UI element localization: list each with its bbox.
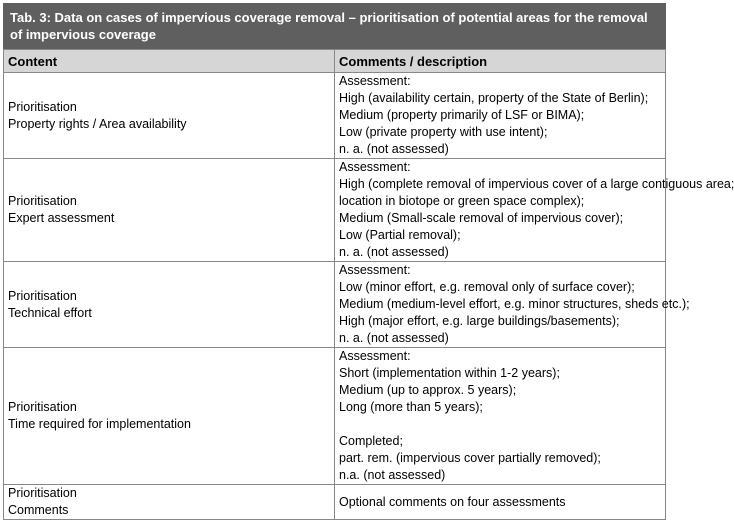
- description-cell: [335, 73, 666, 159]
- description-line: Assessment:: [339, 74, 411, 88]
- description-line: Assessment:: [339, 160, 411, 174]
- content-line: Property rights / Area availability: [8, 116, 187, 131]
- table-row: [4, 262, 666, 348]
- table-row: [4, 485, 666, 520]
- content-cell: [4, 348, 335, 485]
- content-line: Technical effort: [8, 305, 92, 320]
- description-cell: [335, 159, 734, 262]
- content-cell: [4, 485, 335, 520]
- description-line: Medium (up to approx. 5 years);: [339, 383, 517, 397]
- content-line: Time required for implementation: [8, 417, 191, 431]
- data-table: [3, 49, 734, 520]
- content-line: Prioritisation: [8, 486, 77, 500]
- content-cell: [4, 73, 335, 159]
- description-line: location in biotope or green space complex);: [339, 194, 585, 208]
- description-line: Short (implementation within 1-2 years);: [339, 366, 560, 380]
- content-line: Expert assessment: [8, 211, 115, 225]
- description-line: Low (minor effort, e.g. removal only of surface cover);: [339, 280, 635, 294]
- table-row: [4, 348, 666, 485]
- description-line: part. rem. (impervious cover partially removed);: [339, 451, 601, 465]
- table-title: Tab. 3: Data on cases of impervious coverage removal – prioritisation of potential areas for the removal of impervious coverage: [3, 3, 666, 49]
- content-line: Prioritisation: [8, 400, 77, 414]
- description-line: High (availability certain, property of the State of Berlin);: [339, 91, 649, 105]
- content-line: Prioritisation: [8, 99, 77, 114]
- description-cell: [335, 485, 666, 520]
- content-cell: [4, 262, 335, 348]
- blank-line: [339, 416, 661, 433]
- description-line: Long (more than 5 years);: [339, 400, 483, 414]
- header-description: Comments / description: [335, 50, 666, 73]
- description-line: n.a. (not assessed): [339, 468, 446, 482]
- description-line: Low (private property with use intent);: [339, 125, 548, 139]
- description-cell: [335, 348, 666, 485]
- table-row: [4, 159, 666, 262]
- description-line: Assessment:: [339, 349, 411, 363]
- description-line: High (major effort, e.g. large buildings/basements);: [339, 314, 620, 328]
- description-line: n. a. (not assessed): [339, 142, 449, 156]
- data-table-container: [3, 3, 734, 520]
- description-line: Assessment:: [339, 263, 411, 277]
- description-line: n. a. (not assessed): [339, 331, 449, 345]
- description-line: Optional comments on four assessments: [339, 494, 566, 509]
- description-line: Medium (medium-level effort, e.g. minor structures, sheds etc.);: [339, 297, 690, 311]
- content-line: Prioritisation: [8, 288, 77, 303]
- content-line: Comments: [8, 503, 69, 517]
- description-line: Completed;: [339, 434, 403, 448]
- description-cell: [335, 262, 690, 348]
- header-row: [4, 50, 666, 73]
- content-cell: [4, 159, 335, 262]
- content-line: Prioritisation: [8, 194, 77, 208]
- description-line: Medium (property primarily of LSF or BIMA);: [339, 108, 585, 122]
- description-line: n. a. (not assessed): [339, 245, 449, 259]
- description-line: Medium (Small-scale removal of impervious cover);: [339, 211, 624, 225]
- description-line: High (complete removal of impervious cover of a large contiguous area;: [339, 177, 734, 191]
- table-row: [4, 73, 666, 159]
- header-content: Content: [4, 50, 335, 73]
- table-body: [4, 73, 734, 520]
- description-line: Low (Partial removal);: [339, 228, 461, 242]
